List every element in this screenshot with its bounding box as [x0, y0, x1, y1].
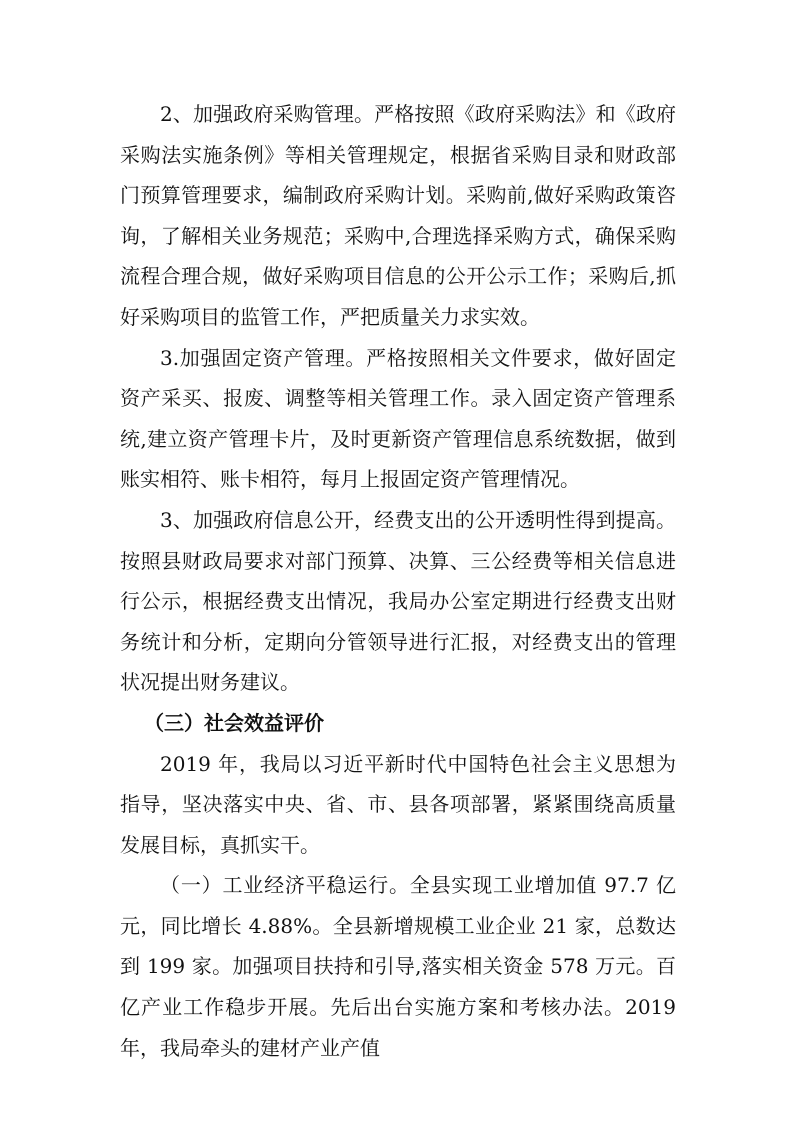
paragraph-industrial-economy: （一）工业经济平稳运行。全县实现工业增加值 97.7 亿元，同比增长 4.88%。全县新增规模工业企业 21 家，总数达到 199 家。加强项目扶持和引导,落实相关资金 578 万元。百亿产业工作稳步开展。先后出台实施方案和考核办法。2019 年，我局牵头的建材产业产值: [120, 873, 676, 1060]
section-heading-social-benefit: （三）社会效益评价: [144, 710, 324, 735]
paragraph-2019-overview: 2019 年，我局以习近平新时代中国特色社会主义思想为指导，坚决落实中央、省、市、县各项部署，紧紧围绕高质量发展目标，真抓实干。: [120, 751, 676, 857]
paragraph-fixed-assets: 3.加强固定资产管理。严格按照相关文件要求，做好固定资产采买、报废、调整等相关管理工作。录入固定资产管理系统,建立资产管理卡片，及时更新资产管理信息系统数据，做到账实相符、账卡相符，每月上报固定资产管理情况。: [120, 345, 676, 492]
document-body: [120, 94, 676, 1068]
paragraph-information-disclosure: 3、加强政府信息公开，经费支出的公开透明性得到提高。按照县财政局要求对部门预算、决算、三公经费等相关信息进行公示，根据经费支出情况，我局办公室定期进行经费支出财务统计和分析，定期向分管领导进行汇报，对经费支出的管理状况提出财务建议。: [120, 507, 676, 695]
paragraph-government-procurement: 2、加强政府采购管理。严格按照《政府采购法》和《政府采购法实施条例》等相关管理规定，根据省采购目录和财政部门预算管理要求，编制政府采购计划。采购前,做好采购政策咨询，了解相关业务规范；采购中,合理选择采购方式，确保采购流程合理合规，做好采购项目信息的公开公示工作；采购后,抓好采购项目的监管工作，严把质量关力求实效。: [120, 102, 676, 329]
